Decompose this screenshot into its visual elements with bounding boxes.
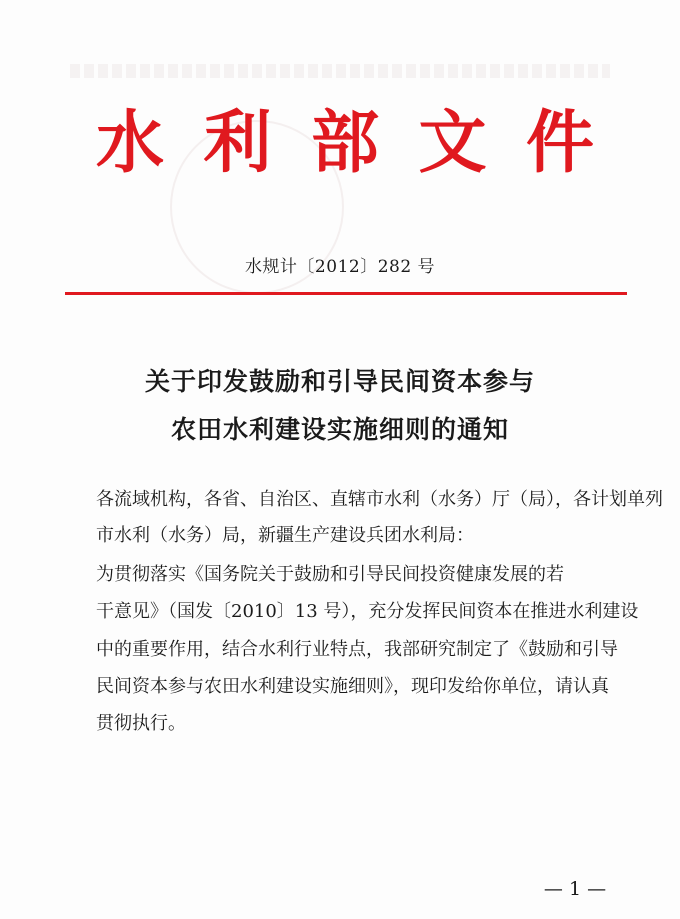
masthead-char: 利	[203, 103, 272, 183]
body-line: 市水利（水务）局，新疆生产建设兵团水利局：	[96, 525, 474, 546]
masthead-char: 件	[525, 103, 594, 183]
document-title-line-2: 农田水利建设实施细则的通知	[170, 415, 509, 444]
body-line: 中的重要作用，结合水利行业特点，我部研究制定了《鼓励和引导	[96, 639, 618, 660]
page-number: — 1 —	[543, 878, 607, 900]
body-line: 干意见》（国发〔2010〕13 号），充分发挥民间资本在推进水利建设	[96, 601, 639, 622]
red-divider-rule	[65, 292, 627, 295]
body-line: 为贯彻落实《国务院关于鼓励和引导民间投资健康发展的若	[96, 564, 564, 585]
body-line: 贯彻执行。	[96, 713, 186, 734]
document-number: 水规计〔2012〕282 号	[244, 257, 436, 277]
faint-watermark-header	[70, 64, 610, 78]
masthead-char: 文	[418, 103, 487, 183]
body-line: 各流域机构，各省、自治区、直辖市水利（水务）厅（局），各计划单列	[96, 489, 663, 510]
masthead-char: 水	[95, 103, 164, 183]
body-line: 民间资本参与农田水利建设实施细则》，现印发给你单位，请认真	[96, 676, 609, 697]
document-title-line-1: 关于印发鼓励和引导民间资本参与	[144, 367, 535, 396]
masthead	[90, 103, 600, 183]
masthead-char: 部	[310, 103, 379, 183]
